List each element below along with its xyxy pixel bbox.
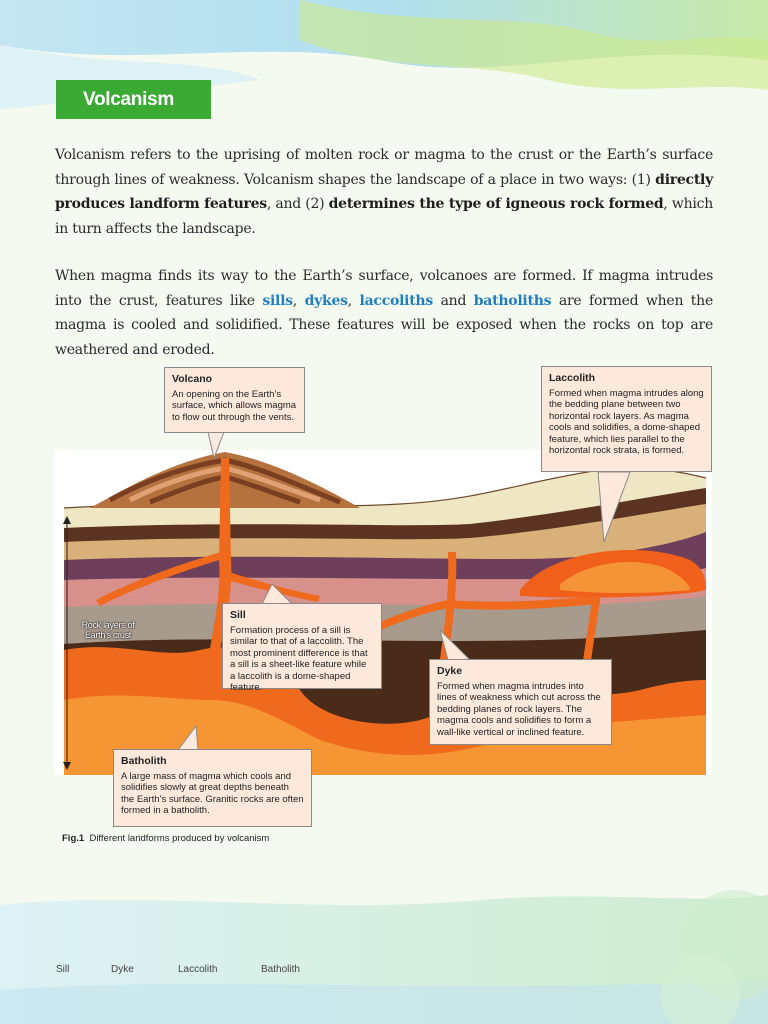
callout-title: Sill (230, 609, 246, 621)
text-run: , (347, 292, 360, 309)
term-dykes: dykes (304, 292, 348, 309)
callout-laccolith (541, 366, 712, 472)
callout-text: Formed when magma intrudes along the bedding plane between two horizontal rock layers. As magma cools and solidifies, a dome-shaped feature, which lies parallel to the horizontal rock strata, is formed. (549, 387, 704, 456)
text-run: , and (2) (266, 196, 329, 212)
callout-volcano (164, 367, 305, 433)
callout-title: Volcano (172, 373, 213, 385)
callout-sill (222, 603, 382, 693)
bold-phrase: determines the type of igneous rock formed (328, 196, 664, 212)
footer-term-sill: Sill (56, 964, 70, 975)
text-run: When magma finds its way to the Earth’s surface, volcanoes are formed. If magma intrudes into the crust, features like (55, 268, 713, 309)
bold-phrase: directly produces landform features (55, 171, 713, 212)
rock-layers-label: Rock layers of Earth’s crust (81, 620, 135, 640)
callout-dyke (429, 659, 612, 745)
callout-title: Laccolith (549, 372, 596, 384)
callout-text: A large mass of magma which cools and solidifies slowly at great depths beneath the Earth’s surface. Granitic rocks are often formed in a batholith. (121, 770, 304, 816)
callout-title: Batholith (121, 755, 167, 767)
figure-caption (62, 833, 269, 844)
magma-paragraph (55, 264, 713, 362)
footer-term-batholith: Batholith (261, 964, 300, 975)
callout-text: Formation process of a sill is similar to that of a laccolith. The most prominent difference is that a sill is a sheet-like feature while a laccolith is a dome-shaped feature. (230, 624, 368, 693)
term-batholiths: batholiths (473, 292, 552, 309)
intro-paragraph (55, 143, 713, 241)
footer-term-laccolith: Laccolith (178, 964, 218, 975)
text-run: are formed when the magma is cooled and solidified. These features will be exposed when the rocks on top are weathered and eroded. (55, 292, 713, 358)
text-run: , which in turn affects the landscape. (55, 196, 713, 237)
text-run: Volcanism refers to the uprising of molten rock or magma to the crust or the Earth’s surface through lines of weakness. Volcanism shapes the landscape of a place in two ways: (1) (55, 147, 713, 188)
figure-label: Fig.1 (62, 833, 85, 844)
callout-text: An opening on the Earth’s surface, which allows magma to flow out through the vents. (172, 388, 297, 423)
section-title: Volcanism (56, 80, 211, 119)
figure-caption-text: Different landforms produced by volcanism (89, 833, 270, 844)
text-run: and (433, 292, 474, 309)
text-run: , (292, 292, 305, 309)
footer-term-dyke: Dyke (111, 964, 134, 975)
term-laccoliths: laccoliths (359, 292, 433, 309)
term-sills: sills (262, 292, 293, 309)
callout-text: Formed when magma intrudes into lines of weakness which cut across the bedding planes of rock layers. The magma cools and solidifies to form a wall-like vertical or inclined feature. (437, 680, 601, 738)
callout-batholith (113, 749, 312, 827)
callout-title: Dyke (437, 665, 463, 677)
